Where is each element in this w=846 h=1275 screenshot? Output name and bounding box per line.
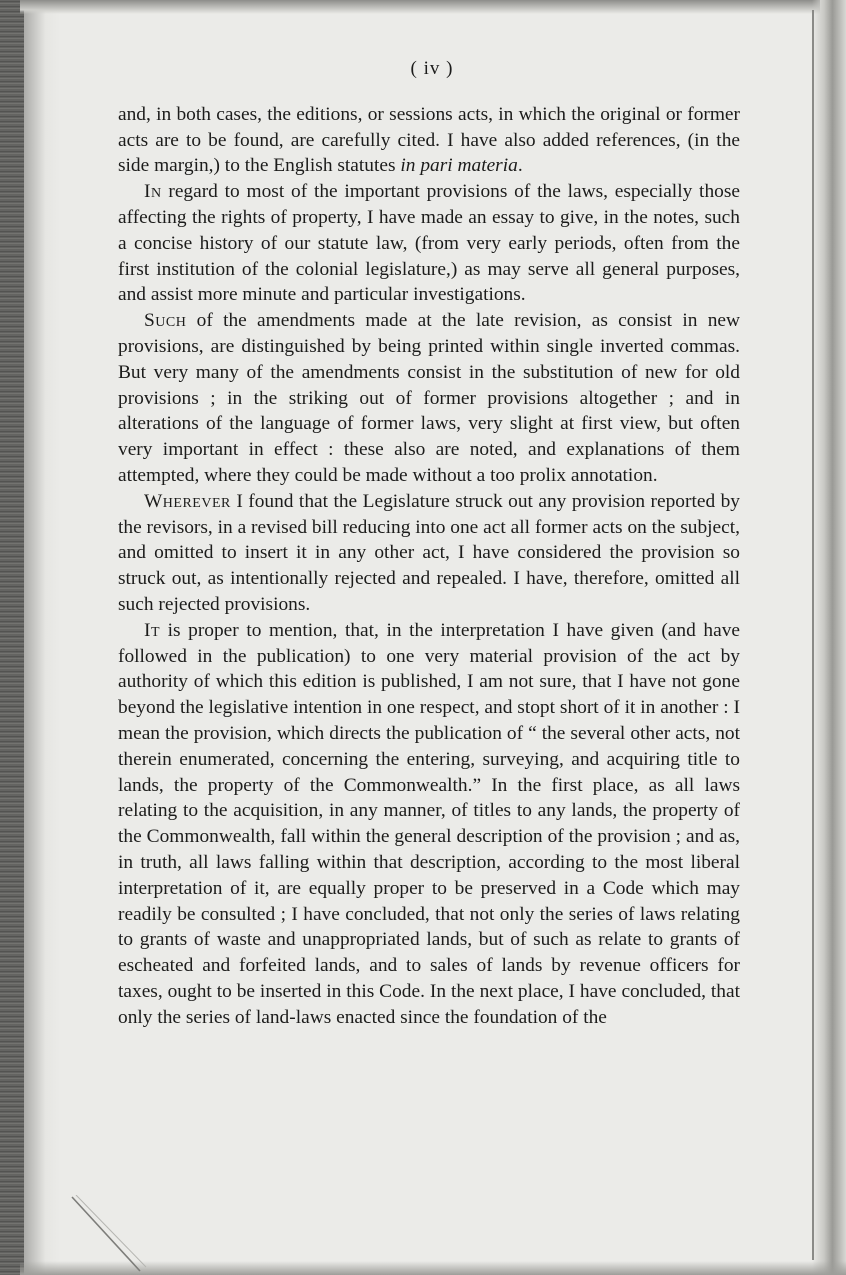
paragraph-lead-word: It: [144, 619, 161, 641]
page-border-line: [812, 10, 814, 1260]
paragraph: [118, 308, 740, 489]
paragraph-text: is proper to mention, that, in the interpretation I have given (and have followed in the publication) to one very material provision of the act by authority of which this edition is published, I am not sure, that I have not gone beyond the legislative intention in one respect, and stopt short of it in another : I mean the provision, which directs the publication of “ the several other acts, not therein enumerated, concerning the entering, surveying, and acquiring title to lands, the property of the Commonwealth.” In the first place, as all laws relating to the acquisition, in any manner, of titles to any lands, the property of the Commonwealth, fall within the general description of the provision ; and as, in truth, all laws falling within that description, according to the most liberal interpretation of it, are equally proper to be preserved in a Code which may readily be consulted ; I have concluded, that not only the series of laws relating to grants of waste and unappropriated lands, but of such as relate to grants of escheated and forfeited lands, and to sales of lands by revenue officers for taxes, ought to be inserted in this Code. In the next place, I have concluded, that only the series of land-laws enacted since the foundation of the: [118, 619, 740, 1028]
gutter-shadow: [24, 0, 60, 1275]
paragraph-text: regard to most of the important provisions of the laws, especially those affecting the rights of property, I have made an essay to give, in the notes, such a concise history of our statute law, (from very early periods, often from the first institution of the colonial legislature,) as may serve all general purposes, and assist more minute and particular investigations.: [118, 181, 740, 306]
paragraph-text: I found that the Legislature struck out any provision reported by the revisors, in a revised bill reducing into one act all former acts on the subject, and omitted to insert it in any other act, I have considered the provision so struck out, as intentionally rejected and repealed. I have, therefore, omitted all such rejected provisions.: [118, 490, 740, 615]
paragraph-text: of the amendments made at the late revision, as consist in new provisions, are distinguished by being printed within single inverted commas. But very many of the amendments consist in the substitution of new for old provisions ; in the striking out of former provisions altogether ; and in alterations of the language of former laws, very slight at first view, but often very important in effect : these also are noted, and explanations of them attempted, where they could be made without a too prolix annotation.: [118, 310, 740, 486]
paragraph-text: .: [517, 155, 523, 177]
paragraph-list: [118, 102, 740, 1031]
page-corner-crease: [70, 1195, 160, 1275]
right-page-edge: [812, 0, 846, 1275]
paragraph: [118, 489, 740, 618]
paragraph-lead-word: Such: [144, 310, 187, 332]
book-binding-edge: [0, 0, 24, 1275]
top-page-edge: [20, 0, 820, 14]
paragraph-text: and, in both cases, the editions, or sessions acts, in which the original or former acts are to be found, are carefully cited. I have also added references, (in the side margin,) to the English statutes: [118, 103, 740, 177]
paragraph-lead-word: Wherever: [144, 490, 231, 512]
italic-phrase: in pari materia: [400, 155, 518, 177]
paragraph: [118, 102, 740, 179]
page-number: ( iv ): [410, 58, 454, 79]
page-body: [118, 56, 740, 1030]
paragraph: [118, 179, 740, 308]
paragraph: [118, 618, 740, 1031]
paragraph-lead-word: In: [144, 181, 162, 203]
